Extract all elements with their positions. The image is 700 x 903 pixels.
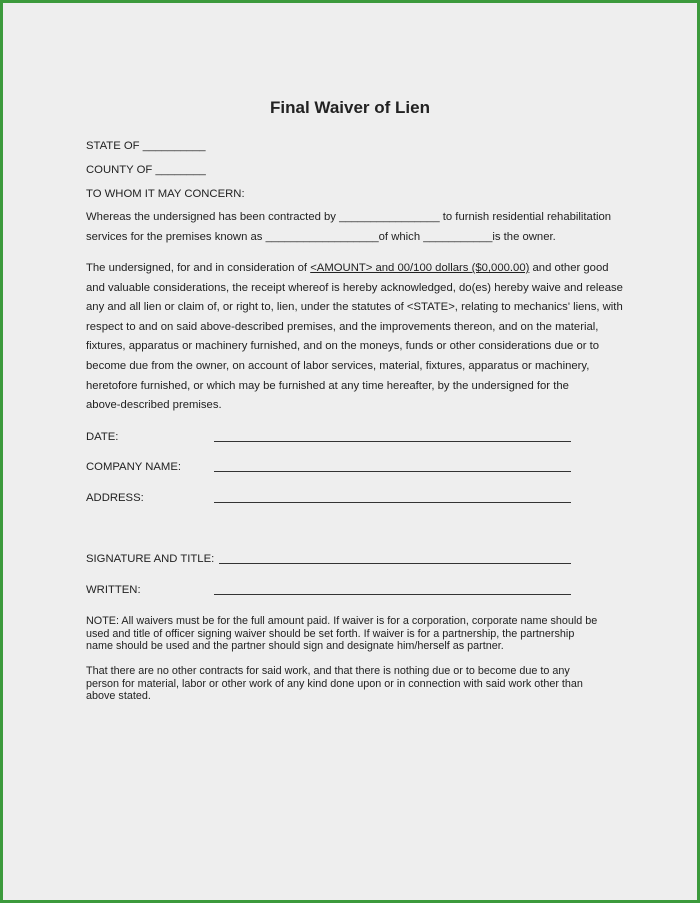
- signature-field-line[interactable]: [219, 563, 571, 564]
- consideration-line: heretofore furnished, or which may be furnished at any time hereafter, by the undersigned for the: [86, 379, 569, 392]
- date-field-line[interactable]: [214, 441, 571, 442]
- salutation: TO WHOM IT MAY CONCERN:: [86, 188, 245, 200]
- note-line: name should be used and the partner should sign and designate him/herself as partner.: [86, 640, 504, 653]
- state-line: STATE OF __________: [86, 140, 206, 152]
- county-line: COUNTY OF ________: [86, 164, 206, 176]
- closing-line: That there are no other contracts for said work, and that there is nothing due or to become due to any: [86, 665, 570, 677]
- company-name-field-line[interactable]: [214, 471, 571, 472]
- consideration-line: become due from the owner, on account of labor services, material, fixtures, apparatus or machinery,: [86, 359, 590, 372]
- consideration-intro-end: and other good: [529, 262, 609, 274]
- closing-line: above stated.: [86, 690, 151, 703]
- whereas-line: services for the premises known as __________________of which ___________is the owner.: [86, 230, 556, 243]
- signature-label: SIGNATURE AND TITLE:: [86, 553, 215, 565]
- company-name-label: COMPANY NAME:: [86, 461, 181, 473]
- note-line: NOTE: All waivers must be for the full amount paid. If waiver is for a corporation, corporate name should be: [86, 615, 598, 627]
- consideration-line: fixtures, apparatus or machinery furnished, and on the moneys, funds or other considerations due or to: [86, 340, 600, 353]
- amount-placeholder: <AMOUNT> and 00/100 dollars ($0,000.00): [310, 262, 530, 274]
- closing-paragraph: [86, 665, 626, 703]
- whereas-line: Whereas the undersigned has been contracted by ________________ to furnish residential rehabilitation: [86, 211, 612, 223]
- consideration-line: and valuable considerations, the receipt whereof is hereby acknowledged, do(es) hereby waive and release: [86, 281, 623, 294]
- closing-line: person for material, labor or other work of any kind done upon or in connection with said work other than: [86, 677, 583, 690]
- consideration-intro: The undersigned, for and in consideration of: [86, 262, 311, 274]
- consideration-paragraph: [86, 259, 623, 416]
- consideration-line: respect to and on said above-described premises, and the improvements thereon, and on the material,: [86, 320, 599, 333]
- date-label: DATE:: [86, 431, 119, 443]
- consideration-line: any and all lien or claim of, or right to, lien, under the statutes of <STATE>, relating to mechanics' liens, with: [86, 301, 623, 314]
- note-paragraph: [86, 615, 626, 653]
- document-title: Final Waiver of Lien: [270, 98, 430, 117]
- address-label: ADDRESS:: [86, 492, 144, 504]
- note-line: used and title of officer signing waiver should be set forth. If waiver is for a partnership, the partnership: [86, 627, 575, 640]
- written-label: WRITTEN:: [86, 584, 141, 596]
- whereas-paragraph: [86, 208, 616, 247]
- consideration-first-line: [86, 259, 616, 279]
- address-field-line[interactable]: [214, 502, 571, 503]
- written-field-line[interactable]: [214, 594, 571, 595]
- consideration-line: above-described premises.: [86, 399, 222, 412]
